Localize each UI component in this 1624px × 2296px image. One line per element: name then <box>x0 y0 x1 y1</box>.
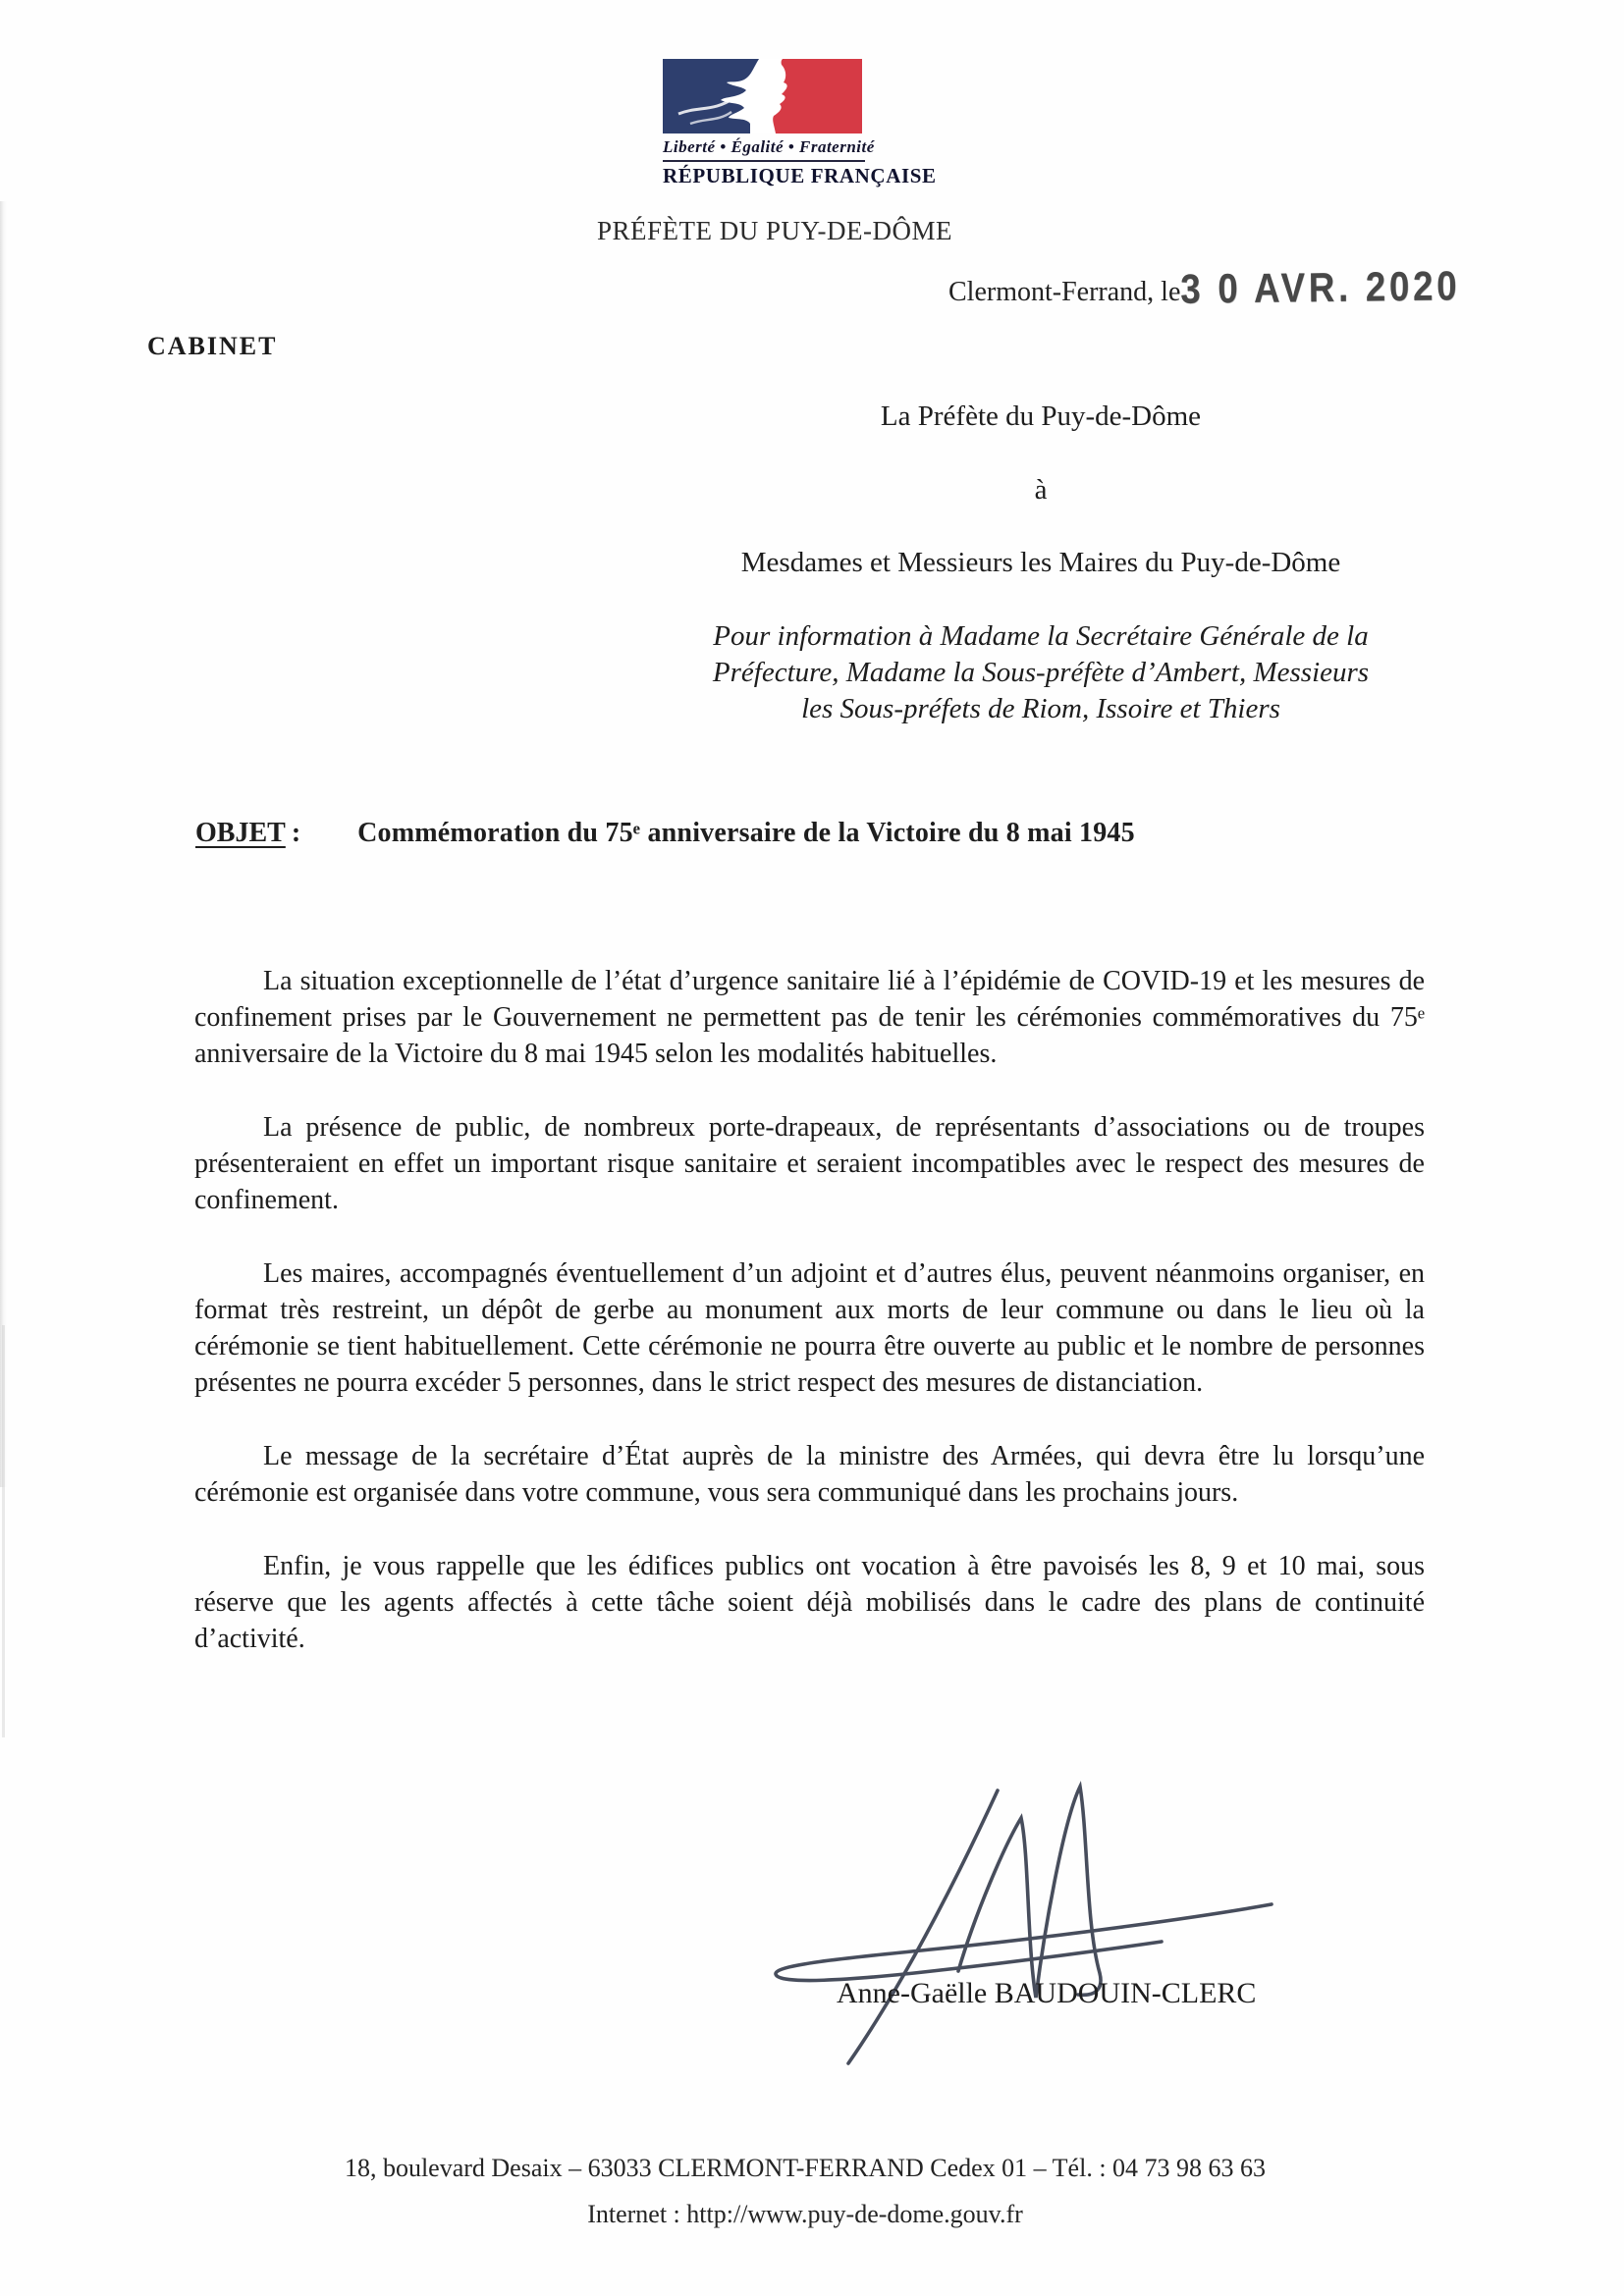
paragraph-4: Le message de la secrétaire d’État auprès de la ministre des Armées, qui devra être lu lorsqu’une cérémonie est organisée dans votre commune, vous sera communiqué dans les prochains jours. <box>194 1441 1425 1508</box>
paragraph-3: Les maires, accompagnés éventuellement d’un adjoint et d’autres élus, peuvent néanmoins organiser, en format très restreint, un dépôt de gerbe au monument aux morts de leur commune ou dans le lieu où la cérémonie se tient habituellement. Cette cérémonie ne pourra être ouverte au public et le nombre de personnes présentes ne pourra excéder 5 personnes, dans le strict respect des mesures de distanciation. <box>194 1258 1425 1398</box>
cc-block <box>550 618 1532 727</box>
subject-title: Commémoration du 75ᵉ anniversaire de la Victoire du 8 mai 1945 <box>357 818 1135 848</box>
logo-motto: Liberté • Égalité • Fraternité <box>663 137 875 156</box>
letter-body <box>194 963 1425 1694</box>
sender-line: La Préfète du Puy-de-Dôme <box>880 400 1202 432</box>
signatory-name: Anne-Gaëlle BAUDOUIN-CLERC <box>837 1977 1257 2009</box>
date-stamp: 3 0 AVR. 2020 <box>1180 263 1461 313</box>
republique-francaise-logo <box>663 59 937 188</box>
logo-republic-name: RÉPUBLIQUE FRANÇAISE <box>663 164 937 187</box>
cc-line-1: Pour information à Madame la Secrétaire Générale de la <box>713 620 1369 652</box>
recipient-line: Mesdames et Messieurs les Maires du Puy-de-Dôme <box>740 547 1341 578</box>
cabinet-label: CABINET <box>147 332 278 360</box>
footer <box>0 2154 1610 2229</box>
footer-address: 18, boulevard Desaix – 63033 CLERMONT-FERRAND Cedex 01 – Tél. : 04 73 98 63 63 <box>344 2154 1267 2182</box>
address-block <box>550 400 1532 727</box>
subject-separator: : <box>291 818 301 848</box>
marianne-flag-icon <box>663 59 862 133</box>
paragraph-2: La présence de public, de nombreux porte-drapeaux, de représentants d’associations ou de troupes présenteraient en effet un important risque sanitaire et seraient incompatibles avec le respect des mesures de confinement. <box>194 1112 1425 1215</box>
subject-line <box>195 818 1135 849</box>
paragraph-5: Enfin, je vous rappelle que les édifices publics ont vocation à être pavoisés les 8, 9 et 10 mai, sous réserve que les agents affectés à cette tâche soient déjà mobilisés dans le cadre des plans de continuité d’activité. <box>194 1551 1425 1654</box>
scan-edge-artifact <box>0 201 7 1487</box>
cc-line-3: les Sous-préfets de Riom, Issoire et Thiers <box>801 693 1280 724</box>
particle-a: à <box>1034 474 1048 506</box>
cc-line-2: Préfecture, Madame la Sous-préfète d’Ambert, Messieurs <box>712 657 1370 688</box>
logo-rule <box>663 160 865 162</box>
paragraph-1: La situation exceptionnelle de l’état d’urgence sanitaire lié à l’épidémie de COVID-19 et les mesures de confinement prises par le Gouvernement ne permettent pas de tenir les cérémonies commémoratives du 75ᵉ anniversaire de la Victoire du 8 mai 1945 selon les modalités habituelles. <box>194 966 1425 1069</box>
handwritten-signature <box>754 1777 1304 2106</box>
subject-label: OBJET <box>195 818 286 848</box>
footer-internet: Internet : http://www.puy-de-dome.gouv.fr <box>587 2200 1023 2228</box>
prefecture-title: PRÉFÈTE DU PUY-DE-DÔME <box>597 216 952 245</box>
dateline-place: Clermont-Ferrand, le <box>948 277 1181 307</box>
scan-edge-artifact-2 <box>2 1325 5 1737</box>
